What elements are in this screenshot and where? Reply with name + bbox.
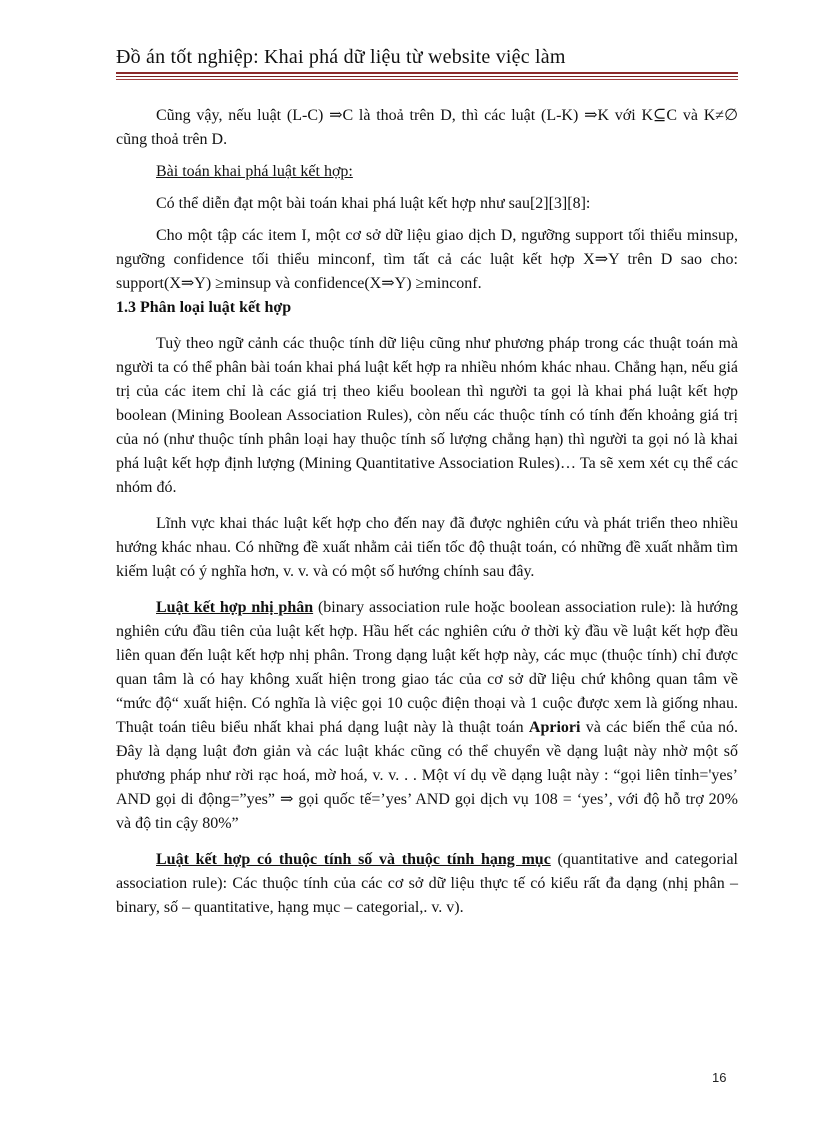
- term-quantitative-rule: Luật kết hợp có thuộc tính số và thuộc tính hạng mục: [156, 851, 551, 868]
- header-rule-top: [116, 72, 738, 74]
- paragraph-research-directions: Lĩnh vực khai thác luật kết hợp cho đến nay đã được nghiên cứu và phát triển theo nhiều hướng khác nhau. Có những đề xuất nhằm cải tiến tốc độ thuật toán, có những đề xuất nhằm tìm kiếm luật có ý nghĩa hơn, v. v. và có một số hướng chính sau đây.: [116, 515, 738, 580]
- header-rule-bottom: [116, 79, 738, 80]
- page-number: 16: [712, 1070, 727, 1085]
- subheading-text: Bài toán khai phá luật kết hợp:: [156, 163, 353, 180]
- binary-rule-text-2: và các biến thể của nó. Đây là dạng luật đơn giản và các luật khác cũng có thể chuyển về dạng luật này nhờ một số phương pháp như rời rạc hoá, mờ hoá, v. v. . . Một ví dụ về dạng luật này : “gọi liên tỉnh='yes’ AND gọi di động=”yes” ⇒ gọi quốc tế=’yes’ AND gọi dịch vụ 108 = ‘yes’, với độ hỗ trợ 20% và độ tin cậy 80%”: [116, 719, 739, 832]
- page-header-title: Đồ án tốt nghiệp: Khai phá dữ liệu từ website việc làm: [116, 46, 566, 68]
- paragraph-classification: Tuỳ theo ngữ cảnh các thuộc tính dữ liệu cũng như phương pháp trong các thuật toán mà người ta có thể phân bài toán khai phá luật kết hợp ra nhiều nhóm khác nhau. Chẳng hạn, nếu giá trị của các item chỉ là các giá trị theo kiểu boolean thì người ta gọi là khai phá luật kết hợp boolean (Mining Boolean Association Rules), còn nếu các thuộc tính có tính đến khoảng giá trị của nó (như thuộc tính phân loại hay thuộc tính số lượng chẳng hạn) thì người ta gọi nó là khai phá luật kết hợp định lượng (Mining Quantitative Association Rules)… Ta sẽ xem xét cụ thể các nhóm đó.: [116, 335, 738, 496]
- header-rule-middle: [116, 76, 738, 77]
- paragraph-binary-rules: [116, 596, 738, 836]
- paragraph-quantitative-rules: [116, 848, 738, 920]
- term-binary-rule: Luật kết hợp nhị phân: [156, 599, 314, 616]
- subheading-mining-problem: [116, 160, 738, 184]
- document-body: [116, 104, 738, 920]
- paragraph-problem-intro: Có thể diễn đạt một bài toán khai phá luật kết hợp như sau[2][3][8]:: [156, 195, 591, 212]
- paragraph-subset-rule: Cũng vậy, nếu luật (L-C) ⇒C là thoả trên D, thì các luật (L-K) ⇒K với K⊆C và K≠∅ cũng thoả trên D.: [116, 107, 738, 148]
- apriori-term: Apriori: [528, 719, 581, 736]
- quantitative-rule-text: (quantitative and categorial association rule): Các thuộc tính của các cơ sở dữ liệu thực tế có kiểu rất đa dạng (nhị phân – binary, số – quantitative, hạng mục – categorial,. v. v).: [116, 851, 738, 916]
- binary-rule-text-1: (binary association rule hoặc boolean association rule): là hướng nghiên cứu đầu tiên của luật kết hợp. Hầu hết các nghiên cứu ở thời kỳ đầu về luật kết hợp đều liên quan đến luật kết hợp nhị phân. Trong dạng luật kết hợp này, các mục (thuộc tính) chỉ được quan tâm là có hay không xuất hiện trong giao tác của cơ sở dữ liệu chứ không quan tâm về “mức độ“ xuất hiện. Có nghĩa là việc gọi 10 cuộc điện thoại và 1 cuộc được xem là giống nhau. Thuật toán tiêu biểu nhất khai phá dạng luật này là thuật toán: [116, 599, 738, 736]
- section-heading: 1.3 Phân loại luật kết hợp: [116, 299, 292, 316]
- paragraph-problem-definition: Cho một tập các item I, một cơ sở dữ liệu giao dịch D, ngưỡng support tối thiểu minsup, ngưỡng confidence tối thiểu minconf, tìm tất cả các luật kết hợp X⇒Y trên D sao cho: support(X⇒Y) ≥minsup và confidence(X⇒Y) ≥minconf.: [116, 227, 738, 292]
